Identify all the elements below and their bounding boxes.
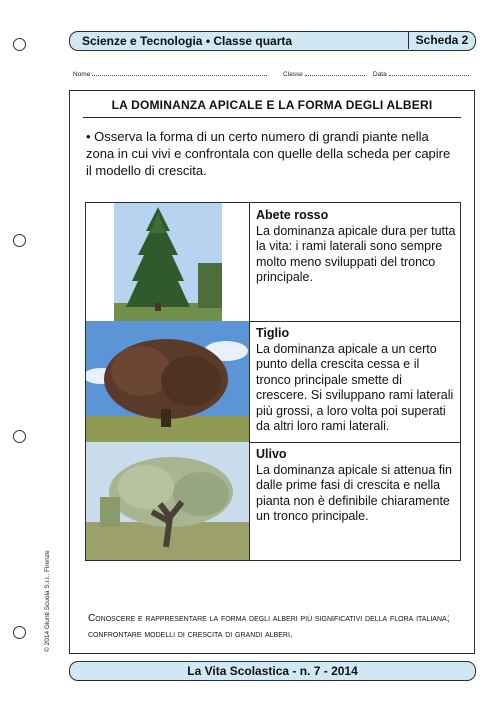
spruce-name: Abete rosso	[256, 208, 329, 222]
worksheet-title: LA DOMINANZA APICALE E LA FORMA DEGLI ALBERI	[111, 98, 433, 112]
copyright-notice: © 2014 Giunti Scuola S.r.l., Firenze	[44, 550, 51, 652]
binder-hole-4	[13, 626, 26, 639]
spruce-text: La dominanza apicale dura per tutta la vita: i rami laterali sono sempre molto meno sviluppati del tronco principale.	[256, 223, 456, 284]
spruce-description	[256, 208, 456, 286]
name-field[interactable]	[92, 69, 267, 76]
olive-name: Ulivo	[256, 447, 287, 461]
date-label: Data	[373, 71, 387, 78]
sheet-label: Scheda 2	[408, 31, 475, 49]
publication-banner: La Vita Scolastica - n. 7 - 2014	[69, 661, 476, 681]
title-divider	[83, 117, 461, 118]
binder-hole-1	[13, 38, 26, 51]
linden-text: La dominanza apicale a un certo punto della crescita cessa e il tronco principale smette di crescere. Si sviluppano rami laterali più grossi, a loro volta poi superati da altri loro rami laterali.	[256, 341, 454, 433]
name-label: Nome	[73, 71, 91, 78]
date-field[interactable]	[389, 69, 469, 76]
linden-description	[256, 326, 456, 435]
tree-table	[85, 202, 461, 561]
linden-photo	[86, 321, 250, 442]
intro-text: • Osserva la forma di un certo numero di grandi piante nella zona in cui vivi e confrontala con quelle della scheda per capire il modello di crescita.	[86, 129, 451, 178]
olive-text: La dominanza apicale si attenua fin dalle prime fasi di crescita e nella pianta non è definibile chiaramente un tronco principale.	[256, 462, 452, 523]
olive-description	[256, 447, 456, 525]
worksheet-box	[69, 90, 475, 654]
class-field[interactable]	[305, 69, 365, 76]
linden-name: Tiglio	[256, 326, 290, 340]
olive-photo	[86, 442, 250, 560]
binder-hole-3	[13, 430, 26, 443]
tree-row-spruce	[86, 203, 460, 322]
spruce-photo	[86, 203, 250, 321]
tree-row-linden	[86, 321, 460, 443]
class-label: Classe	[283, 71, 303, 78]
header-banner	[69, 31, 476, 51]
binder-hole-2	[13, 234, 26, 247]
tree-row-olive	[86, 442, 460, 560]
learning-objective: Conoscere e rappresentare la forma degli alberi più significativi della flora italiana; confrontare modelli di crescita di grandi alberi.	[88, 613, 450, 640]
header-title: Scienze e Tecnologia • Classe quarta	[82, 34, 293, 48]
